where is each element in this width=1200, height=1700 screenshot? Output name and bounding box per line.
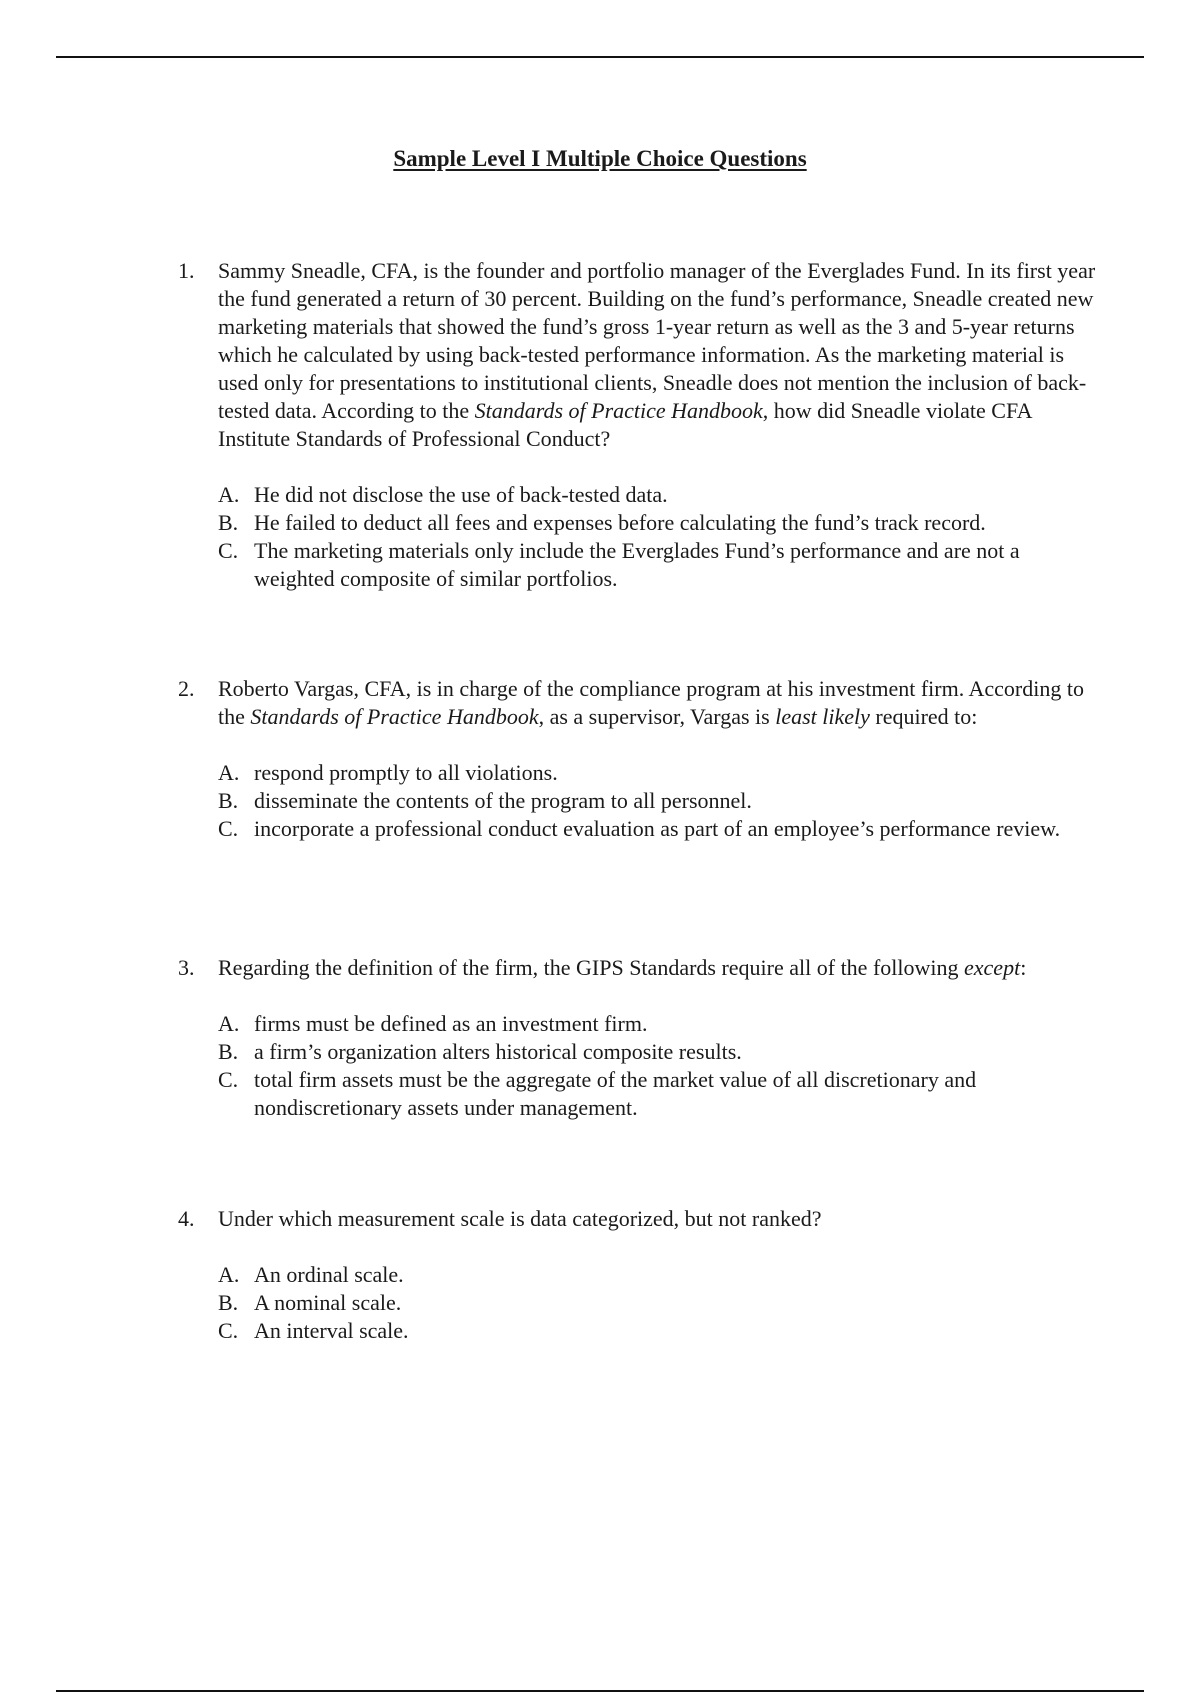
option-letter: C. (218, 1318, 239, 1343)
option-letter: A. (218, 482, 240, 507)
option-letter: B. (218, 1039, 239, 1064)
option-text: disseminate the contents of the program to all personnel. (254, 788, 752, 813)
question-number: 4. (178, 1206, 195, 1231)
stem-italic-text: Standards of Practice Handbook (474, 398, 763, 423)
answer-option-a (218, 1261, 1098, 1289)
question-stem (218, 1205, 1098, 1233)
question-number: 1. (178, 258, 195, 283)
option-text: firms must be defined as an investment firm. (254, 1011, 648, 1036)
question-1 (178, 257, 1098, 593)
option-letter: C. (218, 816, 239, 841)
option-text: A nominal scale. (254, 1290, 402, 1315)
option-letter: B. (218, 510, 239, 535)
question-stem (218, 257, 1098, 453)
option-letter: A. (218, 1011, 240, 1036)
stem-text: Roberto Vargas, CFA, is in charge of the compliance program at his investment firm. According to the (218, 676, 1084, 729)
question-2 (178, 675, 1098, 843)
option-letter: B. (218, 788, 239, 813)
answer-option-a (218, 481, 1098, 509)
option-text: The marketing materials only include the Everglades Fund’s performance and are not a weighted composite of similar portfolios. (254, 538, 1020, 591)
option-letter: C. (218, 538, 239, 563)
page-title: Sample Level I Multiple Choice Questions (393, 146, 807, 171)
option-text: An interval scale. (254, 1318, 409, 1343)
question-4 (178, 1205, 1098, 1345)
stem-text: , as a supervisor, Vargas is (538, 704, 776, 729)
answer-option-a (218, 1010, 1098, 1038)
answer-option-c (218, 537, 1098, 593)
option-text: incorporate a professional conduct evaluation as part of an employee’s performance review. (254, 816, 1061, 841)
answer-option-c (218, 815, 1098, 843)
option-text: He failed to deduct all fees and expenses before calculating the fund’s track record. (254, 510, 986, 535)
stem-text: Regarding the definition of the firm, the GIPS Standards require all of the following (218, 955, 965, 980)
option-text: respond promptly to all violations. (254, 760, 558, 785)
option-letter: A. (218, 1262, 240, 1287)
option-text: a firm’s organization alters historical composite results. (254, 1039, 742, 1064)
answer-options (218, 481, 1098, 593)
question-number: 3. (178, 955, 195, 980)
answer-option-c (218, 1066, 1098, 1122)
question-3 (178, 954, 1098, 1122)
option-letter: A. (218, 760, 240, 785)
stem-text: Sammy Sneadle, CFA, is the founder and portfolio manager of the Everglades Fund. In its first year the fund generated a return of 30 percent. Building on the fund’s performance, Sneadle created new marketing materials that showed the fund’s gross 1-year return as well as the 3 and 5-year returns which he calculated by using back-tested performance information. As the marketing material is used only for presentations to institutional clients, Sneadle does not mention the inclusion of back-tested data. According to the (218, 258, 1096, 423)
answer-options (218, 1010, 1098, 1122)
question-stem (218, 954, 1098, 982)
answer-option-a (218, 759, 1098, 787)
option-text: An ordinal scale. (254, 1262, 404, 1287)
answer-options (218, 759, 1098, 843)
answer-option-b (218, 787, 1098, 815)
option-letter: C. (218, 1067, 239, 1092)
stem-text: , how did Sneadle violate CFA Institute Standards of Professional Conduct? (218, 398, 1032, 451)
bottom-rule (56, 1690, 1144, 1692)
stem-italic-text: Standards of Practice Handbook (250, 704, 539, 729)
stem-text: : (1020, 955, 1027, 980)
answer-option-b (218, 1038, 1098, 1066)
stem-text: required to: (869, 704, 978, 729)
stem-text: Under which measurement scale is data categorized, but not ranked? (218, 1206, 822, 1231)
question-stem (218, 675, 1098, 731)
stem-italic-text: except (964, 955, 1021, 980)
question-number: 2. (178, 676, 195, 701)
answer-option-b (218, 1289, 1098, 1317)
option-text: total firm assets must be the aggregate of the market value of all discretionary and nondiscretionary assets under management. (254, 1067, 977, 1120)
answer-option-c (218, 1317, 1098, 1345)
top-rule (56, 56, 1144, 58)
option-letter: B. (218, 1290, 239, 1315)
option-text: He did not disclose the use of back-tested data. (254, 482, 668, 507)
answer-options (218, 1261, 1098, 1345)
stem-italic-text: least likely (775, 704, 870, 729)
answer-option-b (218, 509, 1098, 537)
